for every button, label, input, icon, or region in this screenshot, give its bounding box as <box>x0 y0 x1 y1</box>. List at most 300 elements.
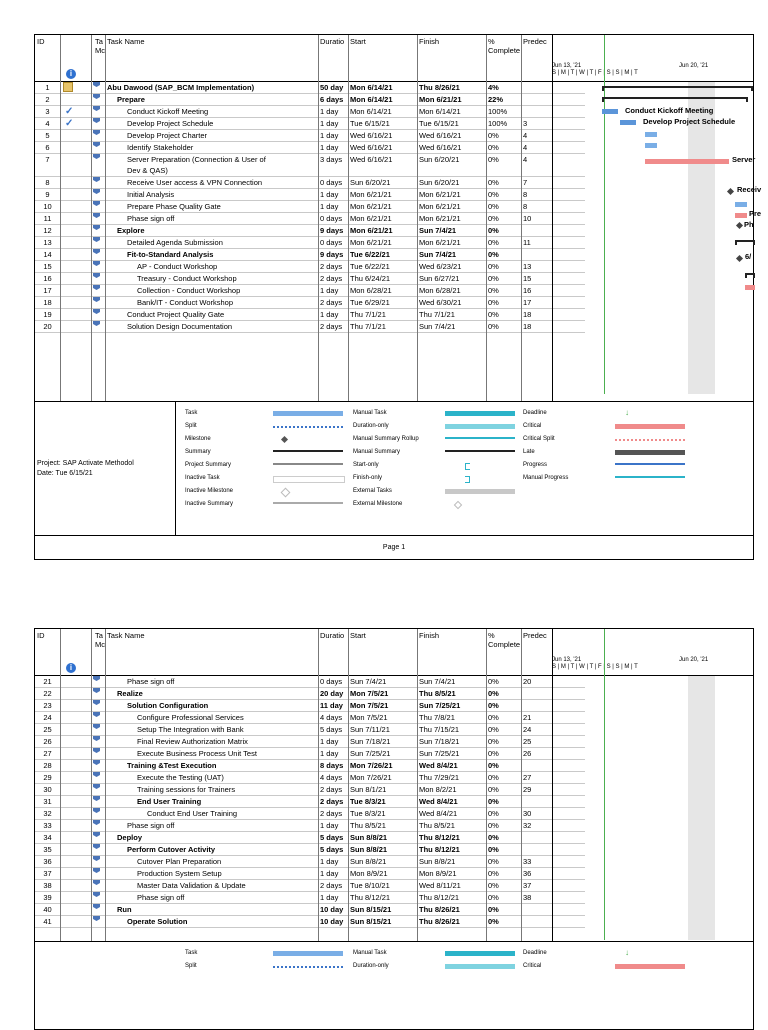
table-row[interactable] <box>35 832 585 844</box>
task-start: Thu 8/12/21 <box>350 893 391 902</box>
task-percent-complete: 0% <box>488 737 499 746</box>
table-row[interactable] <box>35 261 585 273</box>
legend-label: Split <box>185 963 197 969</box>
row-id: 4 <box>45 119 50 128</box>
row-id: 15 <box>43 262 52 271</box>
task-percent-complete: 0% <box>488 725 499 734</box>
task-predecessors: 33 <box>523 857 532 866</box>
task-duration: 1 day <box>320 143 339 152</box>
task-duration: 1 day <box>320 131 339 140</box>
task-mode-icon <box>93 94 100 99</box>
table-row[interactable] <box>35 784 585 796</box>
task-duration: 6 days <box>320 95 344 104</box>
task-finish: Thu 8/5/21 <box>419 821 455 830</box>
table-row[interactable] <box>35 772 585 784</box>
task-percent-complete: 0% <box>488 274 499 283</box>
task-start: Sun 8/15/21 <box>350 905 392 914</box>
timescale-week-2: Jun 20, '21 <box>679 657 709 663</box>
task-finish: Thu 7/29/21 <box>419 773 460 782</box>
task-mode-icon <box>93 880 100 885</box>
table-row[interactable] <box>35 142 585 154</box>
task-start: Mon 6/21/21 <box>350 202 392 211</box>
legend-swatch <box>615 424 685 429</box>
task-finish: Thu 8/26/21 <box>419 83 460 92</box>
legend-swatch <box>615 439 685 441</box>
legend-swatch <box>273 426 343 428</box>
task-percent-complete: 0% <box>488 773 499 782</box>
task-duration: 5 days <box>320 833 344 842</box>
row-id: 19 <box>43 310 52 319</box>
row-id: 39 <box>43 893 52 902</box>
legend-swatch <box>445 951 515 956</box>
task-predecessors: 7 <box>523 178 528 187</box>
legend-label: Task <box>185 950 198 956</box>
legend-label: Finish-only <box>353 475 383 481</box>
legend-label: Start-only <box>353 462 379 468</box>
row-id: 3 <box>45 107 50 116</box>
task-name: Deploy <box>117 833 143 842</box>
task-name: Collection - Conduct Workshop <box>137 286 241 295</box>
timescale-week-1: Jun 13, '21 <box>552 657 582 663</box>
task-percent-complete: 0% <box>488 797 499 806</box>
task-name: Detailed Agenda Submission <box>127 238 223 247</box>
table-row[interactable] <box>35 712 585 724</box>
column-divider <box>105 629 106 941</box>
table-row[interactable] <box>35 880 585 892</box>
task-mode-icon <box>93 748 100 753</box>
legend-label: Manual Summary <box>353 449 401 455</box>
legend-label: Manual Task <box>353 410 387 416</box>
column-divider <box>318 35 319 401</box>
task-percent-complete: 0% <box>488 701 499 710</box>
task-start: Tue 6/22/21 <box>350 250 390 259</box>
task-name: Perform Cutover Activity <box>127 845 216 854</box>
task-duration: 5 days <box>320 845 344 854</box>
task-mode-icon <box>93 904 100 909</box>
task-duration: 1 day <box>320 737 339 746</box>
task-finish: Sun 7/4/21 <box>419 677 456 686</box>
task-name: Configure Professional Services <box>137 713 244 722</box>
legend-swatch <box>445 964 515 969</box>
legend-label: Task <box>185 410 198 416</box>
row-id: 25 <box>43 725 52 734</box>
task-finish: Wed 6/30/21 <box>419 298 462 307</box>
task-mode-icon <box>93 712 100 717</box>
task-percent-complete: 0% <box>488 250 499 259</box>
header-predecessors: Predec <box>523 37 547 46</box>
timescale-days: S | M | T | W | T | F | S | S | M | T <box>552 664 638 670</box>
table-row[interactable] <box>35 189 585 201</box>
task-duration: 1 day <box>320 310 339 319</box>
task-duration: 2 days <box>320 809 343 818</box>
task-mode-icon <box>93 724 100 729</box>
gantt-chart-page-2 <box>585 676 753 940</box>
task-name: Develop Project Schedule <box>127 119 214 128</box>
task-percent-complete: 0% <box>488 322 499 331</box>
task-name: Conduct End User Training <box>147 809 238 818</box>
summary-bar-fit-to-standard <box>745 273 755 275</box>
legend-label: Progress <box>523 462 548 468</box>
header-predecessors: Predec <box>523 631 547 640</box>
task-duration: 20 day <box>320 689 344 698</box>
task-predecessors: 20 <box>523 677 532 686</box>
task-duration: 1 day <box>320 119 339 128</box>
task-finish: Wed 6/16/21 <box>419 131 462 140</box>
table-row[interactable] <box>35 94 585 106</box>
task-duration: 9 days <box>320 226 344 235</box>
row-id: 31 <box>43 797 52 806</box>
row-id: 26 <box>43 737 52 746</box>
table-row[interactable] <box>35 201 585 213</box>
legend-swatch <box>465 463 470 470</box>
task-start: Mon 8/9/21 <box>350 869 388 878</box>
task-duration: 10 day <box>320 917 344 926</box>
task-name: Conduct Project Quality Gate <box>127 310 225 319</box>
task-bar-initial-analysis <box>735 202 747 207</box>
task-mode-icon <box>93 784 100 789</box>
task-duration: 2 days <box>320 881 343 890</box>
task-name: Phase sign off <box>137 893 185 902</box>
table-row[interactable] <box>35 213 585 225</box>
task-start: Mon 6/28/21 <box>350 286 392 295</box>
task-start: Tue 8/3/21 <box>350 809 386 818</box>
task-start: Wed 6/16/21 <box>350 131 393 140</box>
table-row[interactable] <box>35 808 585 820</box>
legend-label: Deadline <box>523 410 547 416</box>
task-duration: 1 day <box>320 190 339 199</box>
task-duration: 4 days <box>320 713 343 722</box>
task-bar-kickoff <box>602 109 618 114</box>
task-start: Mon 7/26/21 <box>350 761 393 770</box>
task-finish: Sun 7/4/21 <box>419 250 457 259</box>
task-finish: Mon 6/14/21 <box>419 107 461 116</box>
legend-page-2 <box>35 941 753 1030</box>
legend-label: Manual Task <box>353 950 387 956</box>
task-bar-stakeholder <box>645 143 657 148</box>
task-finish: Wed 8/11/21 <box>419 881 461 890</box>
table-row[interactable] <box>35 904 585 916</box>
table-row[interactable] <box>35 892 585 904</box>
task-predecessors: 21 <box>523 713 532 722</box>
table-row[interactable] <box>35 118 585 130</box>
task-finish: Wed 6/16/21 <box>419 143 462 152</box>
summary-bar-project <box>602 86 753 88</box>
legend-label: External Tasks <box>353 488 392 494</box>
header-percent-complete: % Complete <box>488 37 521 55</box>
task-percent-complete: 0% <box>488 298 499 307</box>
timescale-week-2: Jun 20, '21 <box>679 63 709 69</box>
task-mode-icon <box>93 249 100 254</box>
task-start: Sun 7/11/21 <box>350 725 390 734</box>
table-row[interactable] <box>35 916 585 928</box>
task-mode-icon <box>93 868 100 873</box>
milestone-agenda <box>736 255 743 262</box>
legend-label: Duration-only <box>353 423 389 429</box>
task-mode-icon <box>93 700 100 705</box>
task-finish: Sun 6/20/21 <box>419 178 460 187</box>
legend-swatch <box>273 502 343 504</box>
legend-label: Split <box>185 423 197 429</box>
task-duration: 1 day <box>320 893 339 902</box>
task-finish: Wed 6/23/21 <box>419 262 462 271</box>
task-start: Mon 7/5/21 <box>350 701 389 710</box>
task-start: Mon 6/21/21 <box>350 190 392 199</box>
status-date-line <box>604 35 605 394</box>
task-finish: Mon 6/21/21 <box>419 95 462 104</box>
task-start: Thu 7/1/21 <box>350 322 386 331</box>
legend-swatch <box>615 476 685 478</box>
header-task-mode: Ta Mc <box>95 631 105 649</box>
task-start: Mon 7/5/21 <box>350 689 389 698</box>
row-id: 8 <box>45 178 50 187</box>
gantt-label-receive: Receiv <box>737 185 762 194</box>
task-start: Sun 7/4/21 <box>350 677 387 686</box>
task-name-continued: Dev & QAS) <box>127 166 168 175</box>
table-row[interactable] <box>35 249 585 261</box>
task-start: Thu 6/24/21 <box>350 274 391 283</box>
header-start: Start <box>350 631 366 640</box>
table-row[interactable] <box>35 309 585 321</box>
header-task-name: Task Name <box>107 37 145 46</box>
legend-swatch <box>615 450 685 455</box>
row-id: 21 <box>43 677 52 686</box>
task-duration: 0 days <box>320 238 343 247</box>
legend-label: Deadline <box>523 950 547 956</box>
row-id: 1 <box>45 83 50 92</box>
task-mode-icon <box>93 189 100 194</box>
row-id: 5 <box>45 131 50 140</box>
task-mode-icon <box>93 676 100 681</box>
table-row[interactable] <box>35 688 585 700</box>
task-start: Mon 7/5/21 <box>350 713 388 722</box>
task-predecessors: 3 <box>523 119 528 128</box>
task-percent-complete: 100% <box>488 119 508 128</box>
table-row[interactable] <box>35 700 585 712</box>
table-row[interactable] <box>35 82 585 94</box>
task-finish: Mon 6/28/21 <box>419 286 461 295</box>
task-start: Sun 6/20/21 <box>350 178 391 187</box>
table-row[interactable] <box>35 225 585 237</box>
task-start: Wed 6/16/21 <box>350 155 393 164</box>
header-id: ID <box>37 631 45 640</box>
task-finish: Thu 8/12/21 <box>419 893 460 902</box>
row-id: 11 <box>43 214 52 223</box>
legend-swatch: ↓ <box>625 948 629 957</box>
table-row[interactable] <box>35 676 585 688</box>
task-start: Tue 8/10/21 <box>350 881 390 890</box>
table-row[interactable] <box>35 130 585 142</box>
task-name: Phase sign off <box>127 214 175 223</box>
task-name: Run <box>117 905 132 914</box>
table-row[interactable] <box>35 868 585 880</box>
task-predecessors: 4 <box>523 155 528 164</box>
task-finish: Mon 6/21/21 <box>419 202 461 211</box>
table-row[interactable] <box>35 760 585 772</box>
column-divider <box>91 629 92 941</box>
row-id: 30 <box>43 785 52 794</box>
task-name: Abu Dawood (SAP_BCM Implementation) <box>107 83 255 92</box>
gantt-label-server: Server <box>732 155 756 164</box>
row-id: 33 <box>43 821 52 830</box>
table-row[interactable] <box>35 844 585 856</box>
task-start: Tue 6/29/21 <box>350 298 390 307</box>
header-task-name: Task Name <box>107 631 145 640</box>
legend-label: Manual Progress <box>523 475 569 481</box>
legend-swatch <box>273 450 343 452</box>
gantt-label-phase: Ph <box>744 220 754 229</box>
gantt-chart-page-1 <box>585 82 762 394</box>
task-start: Thu 7/1/21 <box>350 310 386 319</box>
task-finish: Sun 7/18/21 <box>419 737 460 746</box>
task-name: Conduct Kickoff Meeting <box>127 107 209 116</box>
legend-label: Inactive Summary <box>185 501 234 507</box>
column-divider <box>105 35 106 401</box>
task-mode-icon <box>93 808 100 813</box>
row-id: 29 <box>43 773 52 782</box>
task-name: Prepare <box>117 95 145 104</box>
task-duration: 5 days <box>320 725 343 734</box>
task-name: Explore <box>117 226 145 235</box>
task-duration: 1 day <box>320 749 339 758</box>
row-id: 6 <box>45 143 50 152</box>
task-percent-complete: 0% <box>488 310 499 319</box>
task-start: Tue 6/22/21 <box>350 262 390 271</box>
task-duration: 50 day <box>320 83 344 92</box>
table-row[interactable] <box>35 748 585 760</box>
task-percent-complete: 0% <box>488 143 499 152</box>
table-row[interactable] <box>35 724 585 736</box>
legend-label: Critical Split <box>523 436 555 442</box>
task-mode-icon <box>93 760 100 765</box>
task-start: Sun 7/25/21 <box>350 749 391 758</box>
column-divider <box>60 35 61 401</box>
task-bar-ap-workshop <box>745 285 755 290</box>
column-divider <box>486 629 487 941</box>
task-predecessors: 8 <box>523 202 528 211</box>
task-percent-complete: 0% <box>488 845 499 854</box>
task-percent-complete: 0% <box>488 905 499 914</box>
task-mode-icon <box>93 118 100 123</box>
legend-swatch <box>273 476 345 483</box>
row-id: 40 <box>43 905 52 914</box>
task-predecessors: 18 <box>523 310 532 319</box>
task-predecessors: 15 <box>523 274 532 283</box>
table-row[interactable] <box>35 736 585 748</box>
legend-swatch <box>445 489 515 494</box>
task-percent-complete: 0% <box>488 833 499 842</box>
task-finish: Mon 8/2/21 <box>419 785 457 794</box>
task-bar-quality-gate <box>735 213 747 218</box>
note-icon[interactable] <box>63 82 73 92</box>
legend-swatch <box>273 463 343 465</box>
task-percent-complete: 22% <box>488 95 504 104</box>
task-duration: 10 day <box>320 905 344 914</box>
legend-swatch <box>281 436 288 443</box>
task-predecessors: 17 <box>523 298 532 307</box>
legend-label: Project Summary <box>185 462 232 468</box>
task-percent-complete: 0% <box>488 869 499 878</box>
row-id: 24 <box>43 713 52 722</box>
task-finish: Sun 8/8/21 <box>419 857 456 866</box>
table-row[interactable] <box>35 321 585 333</box>
task-predecessors: 10 <box>523 214 532 223</box>
task-name: Fit-to-Standard Analysis <box>127 250 214 259</box>
row-id: 17 <box>43 286 52 295</box>
summary-bar-explore <box>735 240 755 242</box>
task-duration: 2 days <box>320 262 343 271</box>
task-duration: 9 days <box>320 250 344 259</box>
column-divider <box>552 35 553 401</box>
task-mode-icon <box>93 82 100 87</box>
table-row[interactable] <box>35 796 585 808</box>
task-duration: 0 days <box>320 677 343 686</box>
task-predecessors: 38 <box>523 893 532 902</box>
task-start: Mon 6/21/21 <box>350 226 393 235</box>
task-finish: Mon 6/21/21 <box>419 214 461 223</box>
row-id: 27 <box>43 749 52 758</box>
row-id: 23 <box>43 701 52 710</box>
header-finish: Finish <box>419 37 440 46</box>
table-row[interactable] <box>35 177 585 189</box>
table-row[interactable] <box>35 285 585 297</box>
task-finish: Sun 7/4/21 <box>419 226 457 235</box>
table-row[interactable] <box>35 273 585 285</box>
column-divider <box>521 629 522 941</box>
table-row[interactable] <box>35 297 585 309</box>
legend-swatch <box>465 476 470 483</box>
task-predecessors: 8 <box>523 190 528 199</box>
task-name: Training &Test Execution <box>127 761 217 770</box>
weekend-shade <box>688 82 715 394</box>
table-row[interactable] <box>35 237 585 249</box>
row-id: 2 <box>45 95 50 104</box>
task-finish: Wed 8/4/21 <box>419 797 458 806</box>
page-number: Page 1 <box>382 544 406 551</box>
task-duration: 1 day <box>320 107 339 116</box>
task-finish: Sun 7/25/21 <box>419 701 461 710</box>
task-percent-complete: 0% <box>488 821 499 830</box>
task-duration: 1 day <box>320 286 339 295</box>
status-date-line <box>604 629 605 940</box>
task-percent-complete: 0% <box>488 155 499 164</box>
task-finish: Sun 6/27/21 <box>419 274 460 283</box>
task-percent-complete: 0% <box>488 286 499 295</box>
task-duration: 2 days <box>320 298 343 307</box>
table-header <box>35 35 753 82</box>
complete-check-icon: ✓ <box>65 118 74 129</box>
legend-swatch <box>273 411 343 416</box>
column-divider <box>521 35 522 401</box>
task-mode-icon <box>93 844 100 849</box>
task-name: Receive User access & VPN Connection <box>127 178 263 187</box>
table-row[interactable] <box>35 856 585 868</box>
task-finish: Thu 7/15/21 <box>419 725 460 734</box>
task-finish: Thu 8/12/21 <box>419 833 460 842</box>
task-name: Solution Configuration <box>127 701 209 710</box>
table-row[interactable] <box>35 106 585 118</box>
task-start: Mon 6/14/21 <box>350 95 393 104</box>
task-mode-icon <box>93 285 100 290</box>
row-id: 14 <box>43 250 52 259</box>
task-name: Production System Setup <box>137 869 222 878</box>
task-percent-complete: 0% <box>488 761 499 770</box>
task-name: Server Preparation (Connection & User of <box>127 155 266 164</box>
table-row[interactable] <box>35 154 585 177</box>
task-start: Mon 6/14/21 <box>350 83 393 92</box>
legend-label: Milestone <box>185 436 211 442</box>
task-percent-complete: 0% <box>488 190 499 199</box>
table-row[interactable] <box>35 820 585 832</box>
